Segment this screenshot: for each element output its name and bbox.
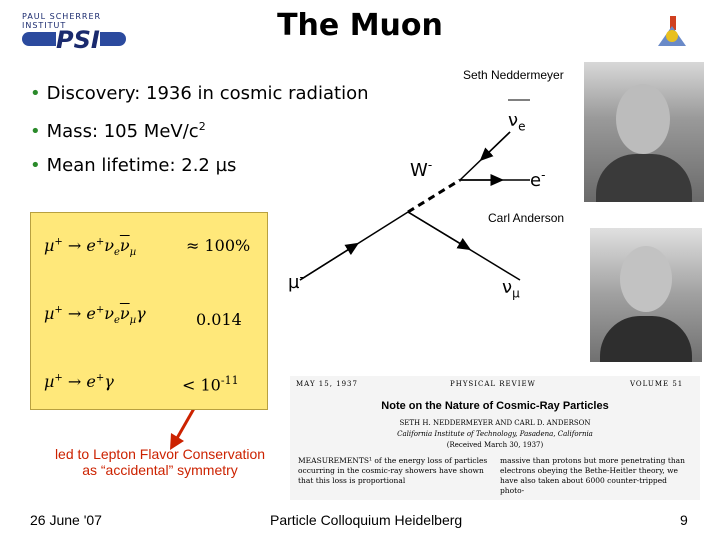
- institute-name: PAUL SCHERRER INSTITUT: [22, 12, 102, 30]
- paper-date: MAY 15, 1937: [296, 380, 358, 388]
- note-line-2: as “accidental” symmetry: [82, 462, 238, 478]
- bullet-text: Mass: 105 MeV/c: [46, 121, 199, 142]
- paper-title: Note on the Nature of Cosmic-Ray Particles: [381, 400, 609, 412]
- paper-column-1: MEASUREMENTS¹ of the energy loss of particles occurring in the cosmic-ray showers have shown that this loss is proportional: [298, 456, 488, 485]
- decay-value-3: < $10^{-11}$: [182, 374, 239, 395]
- paper-journal: PHYSICAL REVIEW: [450, 380, 536, 388]
- label-nu-e: $\nu_e$: [508, 110, 526, 134]
- decay-formula-1: $\mu^+ \to e^+\nu_e\overline{\nu}_\mu$: [44, 236, 137, 259]
- logo-letters: PSI: [56, 26, 100, 54]
- paper-authors: SETH H. NEDDERMEYER AND CARL D. ANDERSON: [399, 419, 591, 427]
- label-electron: e-: [530, 168, 546, 191]
- label-muon: µ-: [288, 270, 304, 293]
- label-nu-mu: $\nu_\mu$: [502, 277, 520, 301]
- bullet-text: Mean lifetime: 2.2 µs: [46, 155, 237, 176]
- bullet-dot: •: [30, 155, 41, 176]
- bullet-dot: •: [30, 121, 41, 142]
- paper-column-2: massive than protons but more penetrating than electrons obeying the Bethe-Heitler theory, we have also taken about 6000 counter-tripped photo-: [500, 456, 685, 495]
- w-boson-line: [408, 180, 460, 212]
- photo-caption-neddermeyer: Seth Neddermeyer: [463, 68, 564, 82]
- paper-received: (Received March 30, 1937): [446, 441, 544, 449]
- label-w: W-: [410, 158, 433, 181]
- mass-exponent: 2: [198, 120, 206, 133]
- photo-caption-anderson: Carl Anderson: [488, 211, 565, 225]
- note-line-1: led to Lepton Flavor Conservation: [54, 446, 266, 462]
- paper-volume: VOLUME 51: [630, 380, 684, 388]
- footer-date: 26 June '07: [30, 512, 102, 528]
- decay-value-1: ≈ 100%: [186, 236, 251, 255]
- decay-formula-2: $\mu^+ \to e^+\nu_e\overline{\nu}_\mu\gamma$: [44, 304, 146, 327]
- conservation-note: [30, 446, 290, 478]
- page-title: The Muon: [277, 8, 443, 43]
- footer-event: Particle Colloquium Heidelberg: [270, 512, 463, 528]
- paper-excerpt: [290, 376, 700, 500]
- decay-formula-3: µ+ → e+γ: [44, 372, 114, 391]
- bullet-text: Discovery: 1936 in cosmic radiation: [46, 83, 369, 104]
- paper-affiliation: California Institute of Technology, Pasadena, California: [397, 430, 593, 438]
- bullet-dot: •: [30, 83, 41, 104]
- page-number: 9: [680, 512, 688, 528]
- decay-value-2: 0.014: [196, 310, 242, 329]
